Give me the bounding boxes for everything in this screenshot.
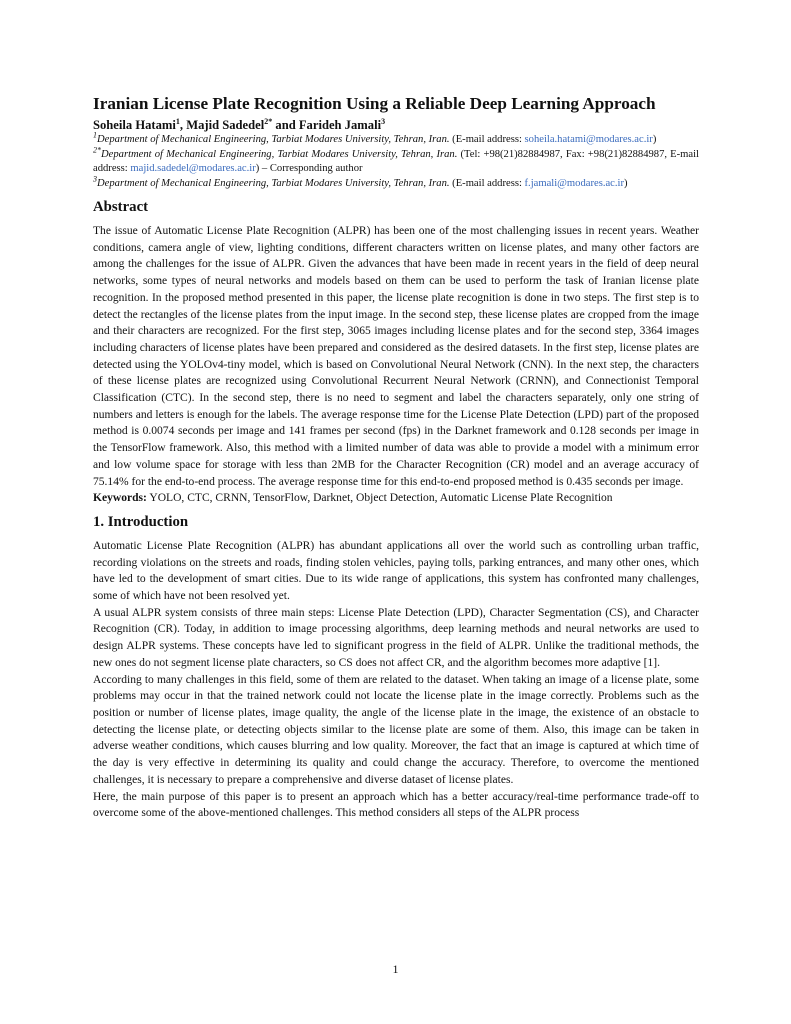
introduction-body [93, 538, 699, 822]
affiliation-2 [93, 144, 699, 177]
affiliation-sup: 1 [93, 130, 97, 140]
affiliation-suffix: ) [652, 134, 657, 145]
paper-page [93, 93, 699, 822]
affiliation-contact: (E-mail address: [449, 177, 525, 189]
abstract-heading: Abstract [93, 199, 149, 215]
email-link[interactable]: soheila.hatami@modares.ac.ir [524, 134, 653, 145]
affiliation-text: Department of Mechanical Engineering, Tarbiat Modares University, Tehran, Iran. [97, 134, 450, 145]
author-name: Soheila Hatami [93, 118, 176, 132]
affiliation-contact: (E-mail address: [449, 134, 525, 145]
affiliation-3 [93, 173, 699, 192]
abstract-text: The issue of Automatic License Plate Recognition (ALPR) has been one of the most challenging issues in recent years. Weather conditions, camera angle of view, lighting conditions, different characters written on license plates, and many other factors are among the challenges for the issue of ALPR. Given the advances that have been made in recent years in the field of deep neural networks, some types of neural networks and models based on them can be used to perform the task of Iranian license plate recognition. In the proposed method presented in this paper, the license plate recognition is done in two steps. The first step is to detect the rectangles of the license plates from the input image. In the second step, these license plates are cropped from the image and their characters are recognized. For the first step, 3065 images including license plates and for the second step, 3364 images including characters of license plates have been prepared and considered as the desired datasets. In the first step, license plates are detected using the YOLOv4-tiny model, which is based on Convolutional Neural Network (CNN). In the next step, the characters of these license plates are recognized using Convolutional Recurrent Neural Network (CRNN), and Connectionist Temporal Classification (CTC). In the second step, there is no need to segment and label the characters separately, only one string of numbers and letters is enough for the labels. The average response time for the License Plate Detection (LPD) part of the proposed method is 0.0074 seconds per image and 141 frames per second (fps) in the Darknet framework and 0.128 seconds per image in the TensorFlow framework. Also, this method with a limited number of data was able to provide a model with a minimum error and low volume space for storage with less than 2MB for the Character Recognition (CR) model and an average accuracy of 75.14% for the end-to-end process. The average response time for this end-to-end proposed method is 0.435 seconds per image. [93, 225, 699, 488]
author-sup: 3 [381, 116, 386, 126]
intro-paragraph: A usual ALPR system consists of three main steps: License Plate Detection (LPD), Character Segmentation (CS), and Character Recognition (CR). Today, in addition to image processing algorithms, deep learning methods and neural networks are used to design ALPR systems. These concepts have led to significant progress in the field of ALPR. Unlike the traditional methods, the new ones do not segment license plate characters, so CS does not affect CR, and the algorithm becomes more adaptive [1]. [93, 606, 699, 669]
email-link[interactable]: f.jamali@modares.ac.ir [524, 177, 624, 189]
author-name: Farideh Jamali [298, 118, 382, 132]
affiliation-1 [93, 130, 699, 148]
keywords-label: Keywords: [93, 492, 147, 505]
paper-title: Iranian License Plate Recognition Using a Reliable Deep Learning Approach [93, 94, 656, 113]
introduction-heading: 1. Introduction [93, 513, 189, 530]
keywords-list: YOLO, CTC, CRNN, TensorFlow, Darknet, Object Detection, Automatic License Plate Recognition [146, 492, 613, 505]
author-sep: and [272, 118, 299, 132]
affiliation-text: Department of Mechanical Engineering, Tarbiat Modares University, Tehran, Iran. [97, 177, 450, 189]
affiliation-suffix: ) – Corresponding author [255, 163, 363, 174]
intro-paragraph: Here, the main purpose of this paper is to present an approach which has a better accuracy/real-time performance trade-off to overcome some of the above-mentioned challenges. This method considers all steps of the ALPR process [93, 790, 699, 820]
page-number: 1 [392, 962, 399, 976]
affiliation-contact: (Tel: +98(21)82884987, Fax: +98(21)82884987, E-mail address: [93, 148, 699, 174]
intro-paragraph: According to many challenges in this field, some of them are related to the dataset. When taking an image of a license plate, some problems may occur in that the trained network could not locate the license plate in the image correctly. Problems such as the position or number of license plates, image quality, the angle of the license plate in the image, the existence of an obstacle to detecting the license plate, or detecting objects similar to the license plate are some of them. Also, this image can be taken in adverse weather conditions, which causes blurring and low quality. Moreover, the fact that an image is captured at which time of the day is very effective in determining its quality and could change the accuracy. Therefore, to overcome the mentioned challenges, it is necessary to prepare a comprehensive and diverse dataset of license plates. [93, 673, 699, 786]
intro-paragraph: Automatic License Plate Recognition (ALPR) has abundant applications all over the world such as controlling urban traffic, recording violations on the streets and roads, finding stolen vehicles, paying tolls, parking entrances, and many other ones, which have led to the development of smart cities. Due to its wide range of applications, this system has confronted many challenges, some of which have not been resolved yet. [93, 539, 699, 603]
author-sup: 1 [175, 116, 180, 126]
keywords [93, 490, 699, 507]
email-link[interactable]: majid.sadedel@modares.ac.ir [130, 163, 256, 174]
author-name: Majid Sadedel [186, 118, 265, 132]
author-sup: 2* [264, 116, 273, 126]
affiliation-sup: 2* [93, 144, 101, 154]
affiliation-suffix: ) [624, 177, 628, 189]
affiliation-text: Department of Mechanical Engineering, Tarbiat Modares University, Tehran, Iran. [101, 148, 458, 160]
author-list [93, 117, 699, 133]
author-sep: , [179, 118, 187, 132]
affiliation-sup: 3 [93, 173, 97, 183]
